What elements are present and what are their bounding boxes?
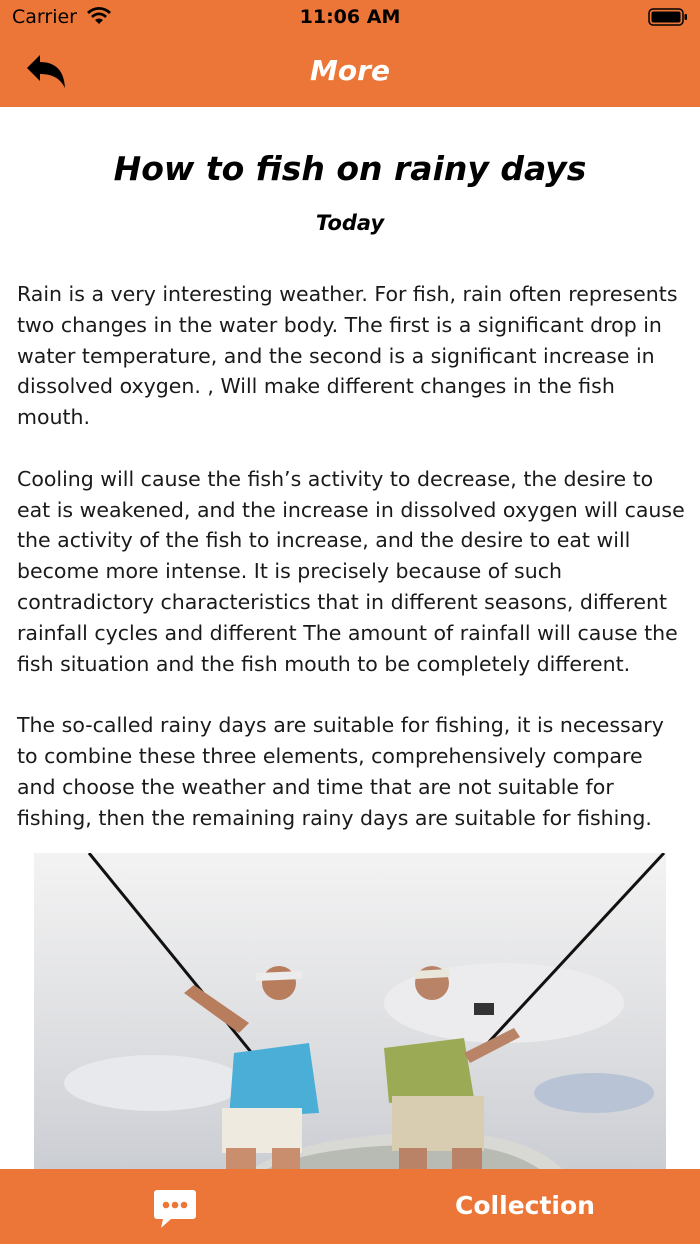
- battery-icon: [648, 8, 688, 26]
- article-date: Today: [315, 211, 385, 235]
- status-bar: [0, 0, 700, 36]
- article-scroll-view[interactable]: [0, 107, 700, 1169]
- article-photo: [34, 853, 666, 1169]
- article-paragraph: The so-called rainy days are suitable for fishing, it is necessary to combine these three elements, comprehensively compare and choose the weather and time that are not suitable for fishing, then the remaining rainy days are suitable for fishing.: [17, 713, 664, 830]
- article-paragraph: Rain is a very interesting weather. For fish, rain often represents two changes in the water body. The first is a significant drop in water temperature, and the second is a significant increase in dissolved oxygen. , Will make different changes in the fish mouth.: [17, 282, 678, 430]
- bottom-bar: [0, 1169, 700, 1244]
- carrier-label: Carrier: [12, 6, 77, 28]
- article-title: How to fish on rainy days: [113, 149, 587, 188]
- status-time: 11:06 AM: [299, 6, 401, 28]
- nav-title: More: [310, 54, 390, 87]
- anglers-photo-illustration: [34, 853, 666, 1169]
- collection-button[interactable]: Collection: [455, 1191, 595, 1220]
- comment-bubble-icon[interactable]: [153, 1188, 197, 1230]
- top-bar: [0, 0, 700, 107]
- article-paragraph: Cooling will cause the fish’s activity to decrease, the desire to eat is weakened, and the increase in dissolved oxygen will cause the activity of the fish to increase, and the desire to eat will become more intense. It is precisely because of such contradictory characteristics that in different seasons, different rainfall cycles and different The amount of rainfall will cause the fish situation and the fish mouth to be completely different.: [17, 466, 685, 676]
- article-body: [17, 279, 687, 864]
